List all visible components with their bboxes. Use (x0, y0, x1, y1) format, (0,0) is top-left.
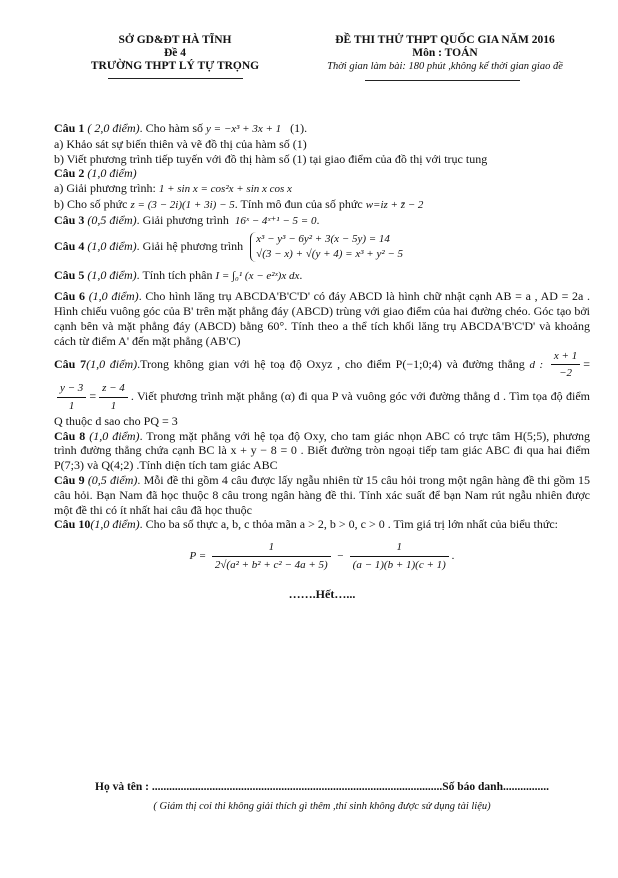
question-points: ( 2,0 điểm) (87, 121, 140, 135)
equation-tag: (1). (290, 121, 308, 135)
punctuation: . (316, 212, 320, 227)
question-text: b) Cho số phức (54, 196, 131, 211)
question-2-part-a (54, 181, 590, 197)
fraction-1 (212, 540, 331, 573)
question-points: (1,0 điểm) (87, 166, 137, 181)
question-1 (54, 121, 590, 137)
question-label: Câu 8 (54, 428, 86, 443)
question-text: . Cho hình lăng trụ ABCDA'B'C'D' có đáy ABCD là hình chữ nhật cạnh AB = a , AD = 2a . Hình chiếu vuông góc của B' trên mặt phẳng đáy (ABCD) trùng với giao điểm của hai đường chéo. Góc tạo bởi cạnh bên và mặt phẳng đáy (ABCD) bằng 60°. Tính theo a thể tích khối lăng trụ ABCDA'B'C'D' và khoảng cách từ điểm A' đến mặt phẳng (AB'C) (54, 289, 591, 348)
question-points: (1,0 điểm) (89, 428, 140, 443)
expression-label: P = (189, 549, 207, 562)
fraction-2 (350, 540, 449, 573)
question-2-part-b (54, 197, 590, 213)
question-text: . Giải phương trình (136, 212, 232, 227)
denominator: 2√(a² + b² + c² − 4a + 5) (214, 558, 328, 571)
question-2 (54, 166, 590, 181)
department-name: SỞ GD&ĐT HÀ TĨNH (118, 34, 232, 46)
integral-formula: I = ∫₀¹ (x − e²ˣ)x dx (215, 269, 300, 282)
line-name: d : (529, 358, 544, 371)
system-equation-1: x³ − y³ − 6y² + 3(x − 5y) = 14 (256, 232, 390, 245)
denominator: 1 (110, 399, 117, 412)
end-mark: …….Hết…... (288, 586, 356, 601)
numerator: z − 4 (99, 381, 128, 398)
question-text: . Tính mô đun của số phức (234, 196, 366, 211)
question-points: (1,0 điểm) (90, 517, 140, 532)
header-right (300, 34, 590, 73)
question-points: (1,0 điểm) (86, 356, 138, 371)
exam-code: Đề 4 (163, 47, 187, 59)
question-3 (54, 213, 590, 229)
question-label: Câu 2 (54, 166, 85, 181)
numerator: x + 1 (551, 349, 580, 366)
question-label: Câu 5 (54, 267, 85, 282)
fraction-x (551, 349, 580, 382)
question-10 (54, 517, 590, 532)
question-text: . Viết phương trình mặt phẳng (α) đi qua P và vuông góc với đường thẳng d . Tìm tọa độ điểm Q thuộc d sao cho PQ = 3 (54, 389, 590, 428)
punctuation: . (299, 267, 303, 282)
question-1-part-a: a) Khảo sát sự biến thiên và vẽ đồ thị của hàm số (1) (54, 136, 307, 151)
question-points: (0,5 điểm) (87, 472, 138, 487)
question-4 (54, 232, 590, 262)
question-text: . Cho hàm số (139, 121, 207, 135)
denominator: (a − 1)(b + 1)(c + 1) (352, 558, 446, 571)
equation: 1 + sin x = cos²x + sin x cos x (158, 183, 292, 196)
header-left (60, 34, 290, 73)
question-label: Câu 7 (54, 356, 87, 371)
fraction-z (99, 381, 128, 414)
question-text: . Mỗi đề thi gồm 4 câu được lấy ngẫu nhiên từ 15 câu hỏi trong một ngân hàng đề thi gồm 15 câu hỏi. Bạn Nam đã học thuộc 8 câu trong ngân hàng đề thi. Tính xác suất để bạn Nam rút ngẫu nhiên được một đề thi có ít nhất hai câu đã học thuộc (54, 472, 591, 517)
proctor-note: ( Giám thị coi thi không giải thích gì thêm ,thí sinh không được sử dụng tài liệu) (153, 801, 491, 812)
denominator: 1 (68, 399, 75, 412)
equation-system (250, 232, 403, 262)
question-8 (54, 429, 590, 473)
question-points: (1,0 điểm) (87, 267, 137, 282)
question-text: . Giải hệ phương trình (136, 238, 247, 253)
question-5 (54, 268, 590, 284)
expression-p (54, 540, 590, 573)
exam-time: Thời gian làm bài: 180 phút ,không kể thời gian giao đề (327, 61, 563, 72)
complex-number: z = (3 − 2i)(1 + 3i) − 5 (130, 198, 235, 211)
complex-number-w: w=iz + z̄ − 2 (365, 198, 424, 211)
question-text: . Trong mặt phẳng với hệ tọa độ Oxy, cho tam giác nhọn ABC có trực tâm H(5;5), phương trình đường thẳng chứa cạnh BC là x + y − 8 = 0 . Biết đường tròn ngoại tiếp tam giác ABC đi qua hai điểm P(7;3) và Q(4;2) .Tính diện tích tam giác ABC (54, 428, 591, 473)
question-1-part-b: b) Viết phương trình tiếp tuyến với đồ thị hàm số (1) tại giao điểm của đồ thị với trục tung (54, 151, 488, 166)
header-left-rule (108, 78, 243, 79)
question-label: Câu 1 (54, 121, 85, 135)
fraction-y (57, 381, 86, 414)
name-and-number-fields: Họ và tên : .....................................................................................................Số báo danh................ (95, 781, 549, 793)
question-label: Câu 4 (54, 238, 85, 253)
numerator: 1 (212, 540, 331, 557)
question-text: a) Giải phương trình: (54, 181, 159, 196)
system-equation-2: √(3 − x) + √(y + 4) = x³ + y² − 5 (256, 247, 404, 260)
exam-body (54, 121, 590, 602)
question-points: (1,0 điểm) (87, 238, 137, 253)
question-text: . Cho ba số thực a, b, c thỏa mãn a > 2, b > 0, c > 0 . Tìm giá trị lớn nhất của biểu thức: (139, 517, 559, 532)
punctuation: . (451, 549, 455, 562)
question-label: Câu 10 (54, 517, 91, 532)
numerator: 1 (350, 540, 449, 557)
question-points: (0,5 điểm) (87, 212, 137, 227)
question-label: Câu 3 (54, 212, 85, 227)
candidate-info-line (54, 781, 590, 793)
equation: 16ˣ − 4ˣ⁺¹ − 5 = 0 (234, 214, 317, 227)
numerator: y − 3 (57, 381, 86, 398)
minus-sign: − (336, 549, 344, 562)
question-7: Câu 7(1,0 điểm).Trong không gian với hệ toạ độ Oxyz , cho điểm P(−1;0;4) và đường thẳng d : $\frac{x + 1}{-2}$ = $\frac{y - 3}{1}$ = $\frac{z - 4}{1}$ . Viết phương trình mặt phẳng (α) đi qua P và vuông góc với đường thẳng d . Tìm tọa độ điểm Q thuộc d sao cho PQ = 3 (54, 349, 591, 428)
header-right-rule (365, 80, 520, 81)
denominator: −2 (559, 367, 573, 380)
school-name: TRƯỜNG THPT LÝ TỰ TRỌNG (90, 60, 260, 72)
exam-subject: Môn : TOÁN (412, 47, 478, 59)
exam-title: ĐỀ THI THỬ THPT QUỐC GIA NĂM 2016 (335, 34, 555, 46)
question-label: Câu 9 (54, 472, 85, 487)
question-6 (54, 289, 590, 348)
function-formula: y = −x³ + 3x + 1 (206, 123, 282, 135)
question-points: (1,0 điểm) (88, 289, 139, 304)
question-label: Câu 6 (54, 289, 86, 304)
question-text: .Trong không gian với hệ toạ độ Oxyz , cho điểm P(−1;0;4) và đường thẳng (137, 356, 530, 371)
question-text: . Tính tích phân (136, 267, 216, 282)
question-9 (54, 473, 590, 517)
